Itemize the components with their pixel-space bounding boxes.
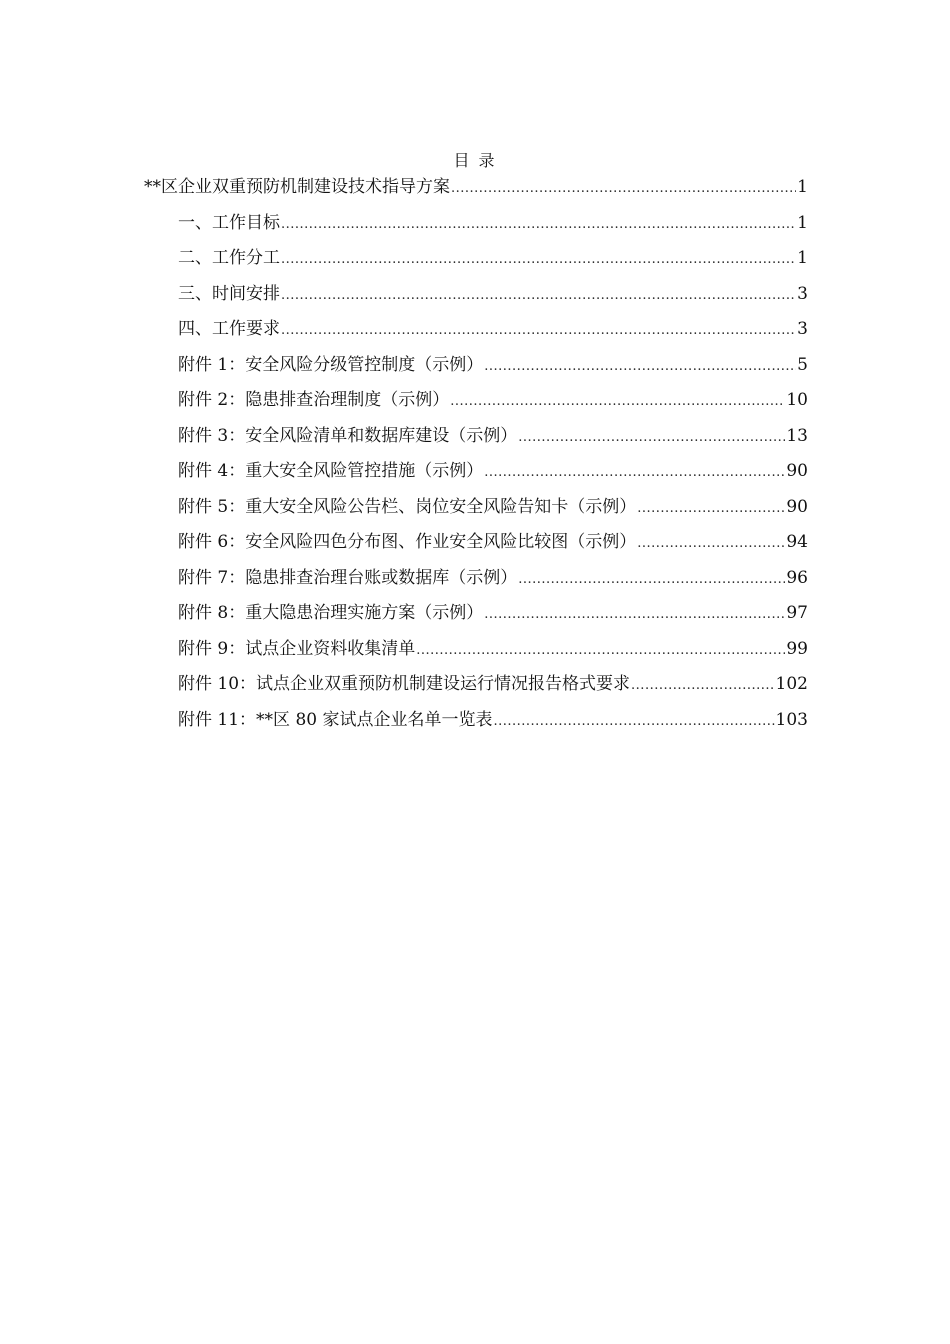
toc-entry[interactable] xyxy=(144,419,808,455)
toc-title: 目 录 xyxy=(453,151,497,170)
toc-entry-text: 附件 3：安全风险清单和数据库建设（示例） xyxy=(178,425,518,446)
toc-page-number: 3 xyxy=(797,319,808,339)
toc-dot-leader xyxy=(450,384,785,420)
toc-dot-leader xyxy=(493,704,774,740)
toc-dot-leader xyxy=(451,171,796,207)
toc-list xyxy=(144,170,808,738)
toc-entry[interactable] xyxy=(144,596,808,632)
toc-dot-leader xyxy=(484,455,785,491)
toc-entry-text: 附件 4：重大安全风险管控措施（示例） xyxy=(178,461,484,481)
toc-entry[interactable] xyxy=(144,490,808,526)
toc-entry[interactable] xyxy=(144,170,808,206)
toc-page-number: 1 xyxy=(797,248,808,268)
toc-page-number: 102 xyxy=(775,674,808,694)
toc-dot-leader xyxy=(518,420,785,456)
toc-page-number: 13 xyxy=(786,425,808,446)
toc-entry[interactable] xyxy=(144,454,808,490)
toc-entry[interactable] xyxy=(144,561,808,597)
toc-entry[interactable] xyxy=(144,348,808,384)
toc-entry-text: **区企业双重预防机制建设技术指导方案 xyxy=(144,177,450,197)
toc-entry-text: 附件 10：试点企业双重预防机制建设运行情况报告格式要求 xyxy=(178,674,631,694)
toc-dot-leader xyxy=(484,597,785,633)
toc-entry-text: 四、工作要求 xyxy=(178,319,280,339)
toc-page-number: 3 xyxy=(797,283,808,304)
toc-entry[interactable] xyxy=(144,241,808,277)
toc-page-number: 1 xyxy=(797,212,808,233)
toc-page-number: 94 xyxy=(786,532,808,552)
toc-page-number: 90 xyxy=(786,496,808,517)
toc-dot-leader xyxy=(281,242,796,278)
toc-entry[interactable] xyxy=(144,667,808,703)
toc-entry-text: 附件 6：安全风险四色分布图、作业安全风险比较图（示例） xyxy=(178,532,637,552)
toc-entry[interactable] xyxy=(144,312,808,348)
toc-entry-text: 附件 9：试点企业资料收集清单 xyxy=(178,638,416,659)
toc-entry-text: 二、工作分工 xyxy=(178,248,280,268)
toc-entry[interactable] xyxy=(144,277,808,313)
toc-entry-text: 附件 5：重大安全风险公告栏、岗位安全风险告知卡（示例） xyxy=(178,496,637,517)
toc-entry-text: 一、工作目标 xyxy=(178,212,280,233)
toc-dot-leader xyxy=(637,491,785,527)
toc-page-number: 5 xyxy=(797,354,808,375)
toc-entry[interactable] xyxy=(144,703,808,739)
toc-entry-text: 附件 2：隐患排查治理制度（示例） xyxy=(178,390,450,410)
toc-entry[interactable] xyxy=(144,525,808,561)
toc-dot-leader xyxy=(416,633,785,669)
toc-entry-text: 附件 11：**区 80 家试点企业名单一览表 xyxy=(178,709,493,730)
toc-entry[interactable] xyxy=(144,383,808,419)
toc-page-number: 97 xyxy=(786,603,808,623)
toc-dot-leader xyxy=(484,349,796,385)
toc-page-number: 96 xyxy=(786,567,808,588)
toc-dot-leader xyxy=(281,207,796,243)
toc-dot-leader xyxy=(631,668,775,704)
toc-entry-text: 三、时间安排 xyxy=(178,283,280,304)
toc-dot-leader xyxy=(281,313,796,349)
toc-dot-leader xyxy=(637,526,785,562)
toc-dot-leader xyxy=(281,278,796,314)
toc-page-number: 103 xyxy=(775,709,808,730)
toc-entry[interactable] xyxy=(144,632,808,668)
toc-page-number: 90 xyxy=(786,461,808,481)
toc-page-number: 99 xyxy=(786,638,808,659)
toc-entry-text: 附件 7：隐患排查治理台账或数据库（示例） xyxy=(178,567,518,588)
toc-entry-text: 附件 1：安全风险分级管控制度（示例） xyxy=(178,354,484,375)
toc-entry[interactable] xyxy=(144,206,808,242)
toc-dot-leader xyxy=(518,562,785,598)
toc-page-number: 10 xyxy=(786,390,808,410)
toc-page-number: 1 xyxy=(797,177,808,197)
toc-entry-text: 附件 8：重大隐患治理实施方案（示例） xyxy=(178,603,484,623)
